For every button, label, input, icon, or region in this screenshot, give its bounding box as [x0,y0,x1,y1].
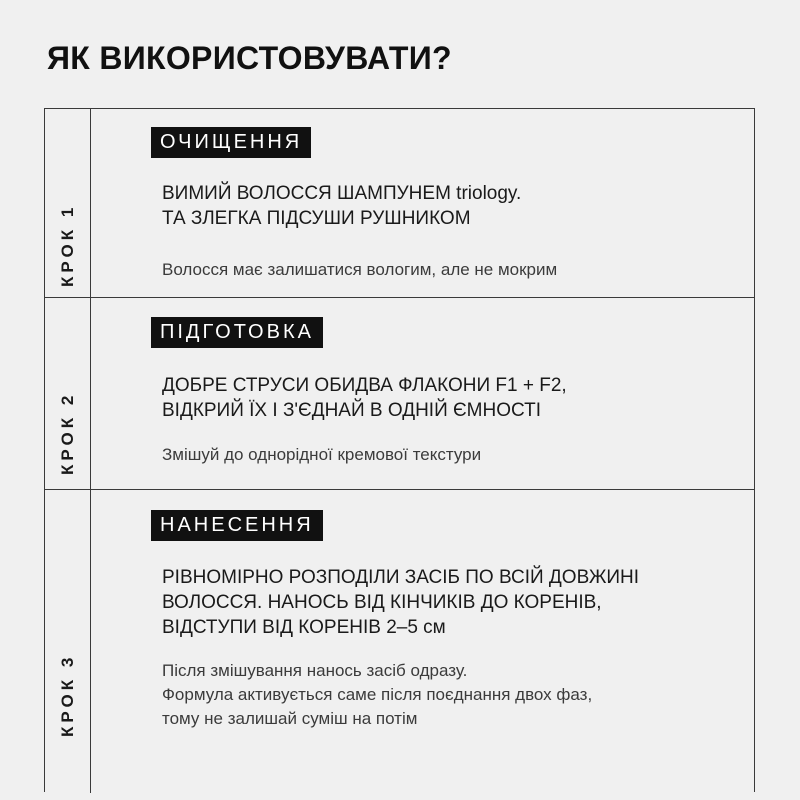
step-heading: ПІДГОТОВКА [151,317,323,348]
step-heading: НАНЕСЕННЯ [151,510,323,541]
step-label-cell [45,490,91,793]
page-title: ЯК ВИКОРИСТОВУВАТИ? [47,40,452,76]
step-instruction [162,565,734,640]
step-row-3 [45,489,754,793]
step-row-2 [45,297,754,489]
step-instruction-line: ВОЛОССЯ. НАНОСЬ ВІД КІНЧИКІВ ДО КОРЕНІВ, [162,592,602,613]
step-instruction-line: РІВНОМІРНО РОЗПОДІЛИ ЗАСІБ ПО ВСІЙ ДОВЖИНІ [162,567,640,588]
step-note-line: Після змішування нанось засіб одразу. [162,661,468,680]
step-note-line: тому не залишай суміш на потім [162,709,418,728]
step-label: КРОК 3 [57,653,77,737]
step-label-cell [45,298,91,489]
step-note [162,258,734,282]
step-label: КРОК 2 [57,391,77,475]
step-row-1 [45,109,754,297]
step-heading: ОЧИЩЕННЯ [151,127,311,158]
step-label: КРОК 1 [57,203,77,287]
step-note-line: Формула активується саме після поєднання двох фаз, [162,685,593,704]
step-instruction [162,373,734,423]
step-content [91,109,754,297]
step-instruction-line: ВИМИЙ ВОЛОССЯ ШАМПУНЕМ triology. [162,183,522,204]
step-instruction-line: ДОБРЕ СТРУСИ ОБИДВА ФЛАКОНИ F1 + F2, [162,375,567,396]
step-note [162,443,734,467]
step-content [91,490,754,793]
step-instruction [162,181,734,231]
step-label-cell [45,109,91,297]
step-instruction-line: ТА ЗЛЕГКА ПІДСУШИ РУШНИКОМ [162,208,471,229]
step-instruction-line: ВІДСТУПИ ВІД КОРЕНІВ 2–5 см [162,617,446,638]
step-note-line: Змішуй до однорідної кремової текстури [162,445,482,464]
step-note [162,659,734,731]
step-content [91,298,754,489]
steps-table [44,108,755,792]
step-instruction-line: ВІДКРИЙ ЇХ І З'ЄДНАЙ В ОДНІЙ ЄМНОСТІ [162,400,541,421]
step-note-line: Волосся має залишатися вологим, але не мокрим [162,260,558,279]
